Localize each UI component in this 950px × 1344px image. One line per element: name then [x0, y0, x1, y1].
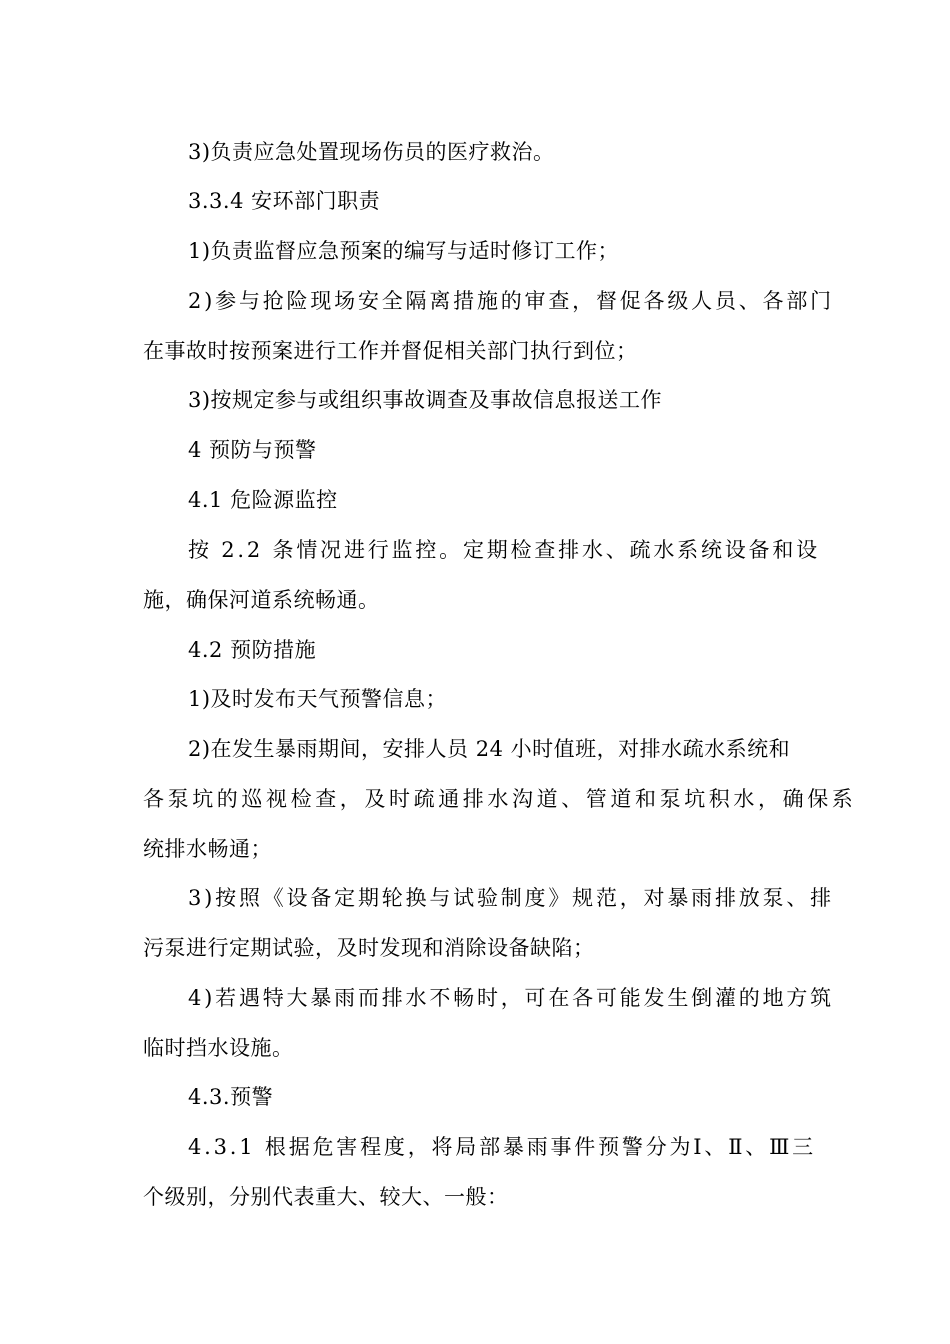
paragraph-line: 按 2.2 条情况进行监控。定期检查排水、疏水系统设备和设: [188, 538, 820, 562]
paragraph-line: 4.3.1 根据危害程度，将局部暴雨事件预警分为Ⅰ、Ⅱ、Ⅲ三: [188, 1135, 816, 1159]
paragraph-line: 3)按规定参与或组织事故调查及事故信息报送工作: [188, 388, 663, 412]
paragraph-line: 3)按照《设备定期轮换与试验制度》规范，对暴雨排放泵、排: [188, 886, 834, 910]
section-heading: 4 预防与预警: [188, 438, 317, 462]
paragraph-line: 1)负责监督应急预案的编写与适时修订工作；: [188, 239, 620, 263]
paragraph-line: 污泵进行定期试验，及时发现和消除设备缺陷；: [143, 936, 595, 960]
paragraph-line: 在事故时按预案进行工作并督促相关部门执行到位；: [143, 339, 638, 363]
paragraph-line: 统排水畅通；: [143, 837, 272, 861]
section-heading: 4.3.预警: [188, 1085, 274, 1109]
section-heading: 4.2 预防措施: [188, 638, 317, 662]
paragraph-line: 2)在发生暴雨期间，安排人员 24 小时值班，对排水疏水系统和: [188, 737, 791, 761]
paragraph-line: 临时挡水设施。: [143, 1036, 294, 1060]
section-heading: 4.1 危险源监控: [188, 488, 338, 512]
paragraph-line: 各泵坑的巡视检查，及时疏通排水沟道、管道和泵坑积水，确保系: [143, 787, 857, 811]
paragraph-line: 2)参与抢险现场安全隔离措施的审查，督促各级人员、各部门: [188, 289, 834, 313]
paragraph-line: 个级别，分别代表重大、较大、一般：: [143, 1185, 509, 1209]
paragraph-line: 施，确保河道系统畅通。: [143, 588, 380, 612]
paragraph-line: 4)若遇特大暴雨而排水不畅时，可在各可能发生倒灌的地方筑: [188, 986, 834, 1010]
paragraph-line: 3)负责应急处置现场伤员的医疗救治。: [188, 140, 555, 164]
paragraph-line: 1)及时发布天气预警信息；: [188, 687, 448, 711]
section-heading: 3.3.4 安环部门职责: [188, 189, 381, 213]
